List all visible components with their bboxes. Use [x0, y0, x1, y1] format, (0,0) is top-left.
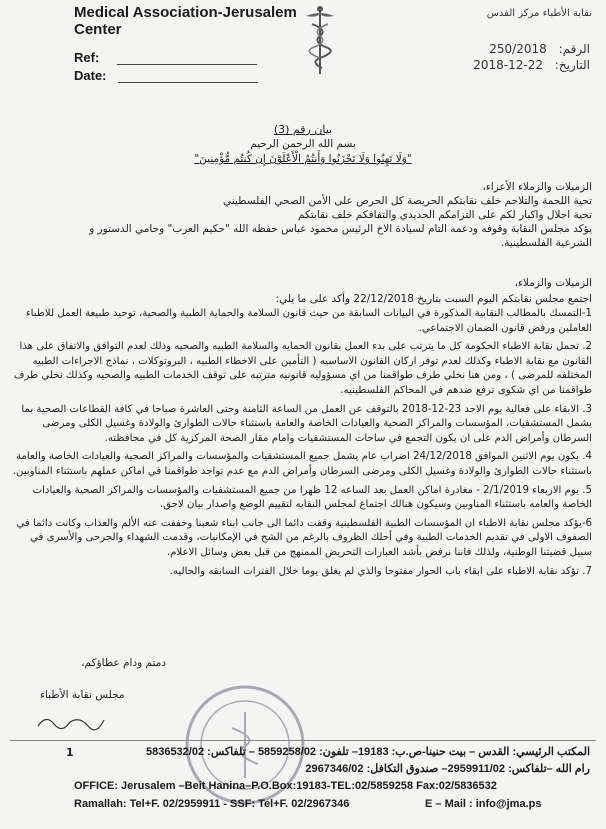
quran-verse: "وَلَا تَهِنُوا وَلَا تَحْزَنُوا وَأَنتُمُ الْأَعْلَوْنَ إِن كُنتُم مُّؤْمِنِينَ"	[194, 153, 412, 165]
intro-block	[12, 180, 592, 250]
date-field	[74, 68, 258, 83]
point-item: 4. يكون يوم الاثنين الموافق 24/12/2018 اضراب عام يشمل جميع المستشفيات والمؤسسات والمراكز الصحية والعيادات الخاصة والعامة باستثناء حالات الطوارئ والولادة وغسيل الكلى ومرضى السرطان وأمراض الدم مع عدم تواجد طواقمنا في اماكن عملهم باستثناء المناوبين.	[12, 451, 592, 477]
point-item: 1-التمسك بالمطالب النقابية المذكورة في البيانات السابقة من حيث قانون السلامة والحماية الطبية والصحية، توحيد طبيعة العمل للاطباء العاملين ورفض قانون الضمان الاجتماعي.	[25, 308, 592, 334]
basmala: بسم الله الرحمن الرحيم	[250, 138, 356, 150]
date-label-ar: التاريخ:	[554, 58, 590, 72]
org-name-en	[74, 4, 297, 38]
statement-title: بيان رقم (3)	[273, 123, 333, 136]
intro-line: تحية اجلال واكبار لكم على التزامكم الحديدي والتفافكم خلف نقابتكم	[297, 209, 592, 221]
footer-en-line1: OFFICE: Jerusalem –Beit Hanina–P.O.Box:19183-TEL:02/5859258 Fax:02/5836532	[74, 780, 497, 792]
ref-line	[117, 64, 257, 65]
intro-line: الشرعية الفلسطينية.	[500, 237, 592, 249]
org-name-en-line2: Center	[74, 21, 122, 38]
ref-label-ar: الرقم:	[558, 42, 590, 56]
footer-en-line2: Ramallah: Tel+F. 02/2959911 - SSF: Tel+F. 02/2967346	[74, 798, 350, 810]
date-value: 2018-12-22	[473, 58, 543, 72]
ref-field	[74, 50, 257, 65]
page-number: 1	[66, 746, 74, 759]
footer-divider	[10, 740, 596, 741]
date-label: Date:	[74, 68, 107, 83]
signature-icon	[36, 712, 106, 732]
point-item: 5. يوم الاربعاء 2/1/2019 - مغادرة اماكن العمل بعد الساعه 12 ظهرا من جميع المستشفيات والمؤسسات والمراكز الصحية والعيادات الخاصة والعامه باستثناء المناوبين وسيكون هنالك اجتماع لمجلس النقابه لتقييم الوضع واصدار بيان لاحق.	[32, 484, 592, 511]
point-item: 6-يؤكد مجلس نقابة الاطباء ان المؤسسات الطبية الفلسطينية وقفت دائما الى جانب ابناء شعبنا وخففت عنه الألم والعذاب وكانت دائما في الصفوف الاولى في تقديم الخدمات الطبية وفي أحلك الظروف بالرغم من الشح في الإمكانيات، وقدمت الشهداء والجرحى والأسرى في سبيل قضيتنا الوطنية، ولذلك فاننا نرفض بأشد العبارات التحريض الممنهج من قبل بعض وسائل الاعلام.	[16, 517, 592, 558]
point-item: 3. الابقاء على فعالية يوم الاحد 23-12-2018 بالتوقف عن العمل من الساعة الثامنة وحتى العاشرة صباحا في كافة القطاعات الصحية بما يشمل المستشفيات، المؤسسات والمراكز الصحية والعيادات الخاصة والعامة باستثناء حالات الطوارئ والولادة وغسيل الكلى ومرضى السرطان وأمراض الدم على ان يكون التجمع في ساحات المستشفيات وامام مقار الصحة المركزية كل في محافظته.	[21, 403, 592, 444]
org-name-en-line1: Medical Association-Jerusalem	[74, 4, 297, 21]
date-meta	[473, 58, 590, 72]
intro-line: تحية اللحمة والتلاحم خلف نقابتكم الحريصة كل الحرص على الأمن الصحي الفلسطيني	[223, 195, 592, 207]
point-item: 7. تؤكد نقابة الاطباء على ابقاء باب الحوار مفتوحا والذي لم يغلق يوما خلال الفترات السابقه والحاليه.	[169, 565, 592, 577]
ref-value: 250/2018	[489, 42, 547, 56]
ref-label: Ref:	[74, 50, 100, 65]
greeting: الزميلات والزملاء،	[514, 277, 592, 289]
footer-ar-line1: المكتب الرئيسي: القدس – بيت حنينا-ص.ب: 19183– تلفون: 5859258/02 – تلفاكس: 5836532/02	[145, 746, 590, 758]
intro-line: يؤكد مجلس النقابة وقوفه ودعمه التام لسيادة الاخ الرئيس محمود عباس حفظه الله "حكيم العرب" وحامي الدستور و	[89, 223, 592, 235]
footer-email[interactable]: E – Mail : info@jma.ps	[425, 798, 542, 810]
footer-ar-line2: رام الله –تلفاكس: 2959911/02– صندوق التكافل: 2967346/02	[305, 763, 590, 775]
point-item: 2. تحمل نقابة الاطباء الحكومة كل ما يترتب على بدء العمل بقانون الحمايه والسلامة الطبيه والصحيه وذلك لعدم التوافق والاتفاق على هذا القانون مع نقابة الاطباء وكذلك لعدم توفر اركان القانون الاساسيه ( التأمين على الاخطاء الطبيه ، البروتوكلات ، نماذج الاجراءات الطبيه المختلفه للمرضى ) ، ومن هنا نخلي طرف طواقمنا من اي مسؤوليه قانونيه مترتبه على توقف الخدمات الطبيه والصحيه وكذلك نخلي طرف طواقمنا من اي شكوى ترفع ضدهم في المحاكم الفلسطينيه.	[13, 341, 592, 396]
date-line	[118, 82, 258, 83]
closing: دمتم ودام عطاؤكم،	[81, 657, 166, 669]
signatory: مجلس نقابة الأطباء	[40, 689, 125, 701]
points-list	[10, 307, 592, 579]
footer	[0, 740, 606, 829]
meeting-line: اجتمع مجلس نقابتكم اليوم السبت بتاريخ 22/12/2018 وأكد على ما يلي:	[275, 293, 592, 305]
intro-line: الزميلات والزملاء الأعزاء،	[482, 181, 592, 193]
org-name-ar: نقابة الأطباء مركز القدس	[486, 8, 592, 19]
caduceus-logo-icon	[300, 4, 340, 76]
ref-meta	[489, 42, 590, 56]
